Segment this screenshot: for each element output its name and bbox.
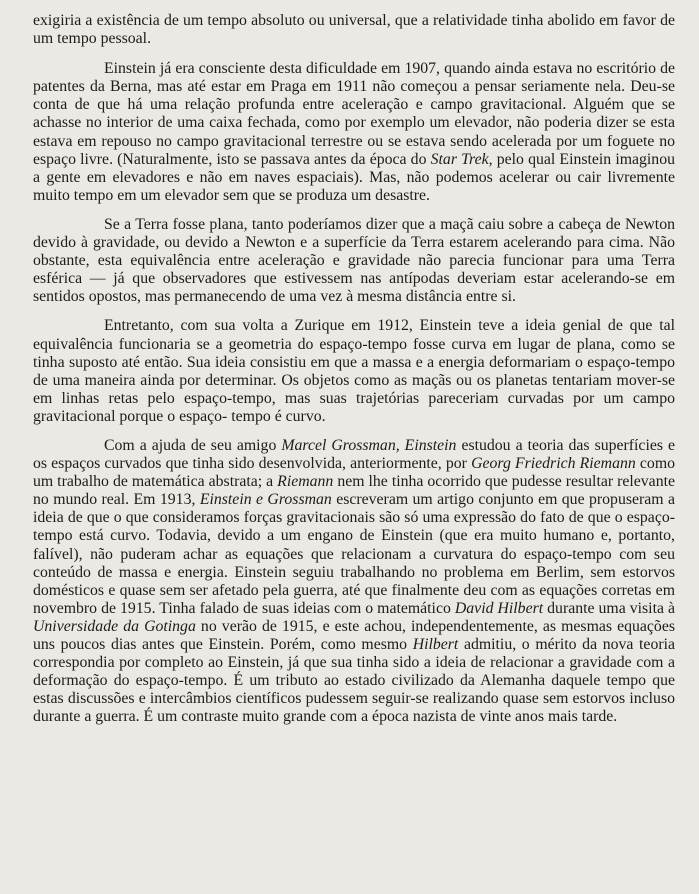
text-run: pelo qual Einstein imaginou a gente em elevadores e não em naves espaciais). Mas, não podemos acelerar ou cair livremente muito tempo em um elevador sem que se produza um desastre. (33, 150, 676, 204)
paragraph-3 (33, 216, 675, 306)
text-body (33, 12, 675, 726)
italic-text: Marcel Grossman, Einstein (281, 436, 457, 454)
italic-text: Star Trek, (430, 150, 493, 168)
italic-text: Universidade da Gotinga (33, 617, 196, 635)
paragraph-5 (33, 437, 675, 727)
text-run: exigiria a existência de um tempo absoluto ou universal, que a relatividade tinha abolido em favor de um tempo pessoal. (33, 12, 675, 48)
text-run: Einstein já era consciente desta dificuldade em 1907, quando ainda estava no escritório de patentes da Berna, mas até estar em Praga em 1911 não começou a pensar seriamente nela. Deu-se conta de que há uma relação profunda entre aceleração e campo gravitacional. Alguém que se achasse no interior de uma caixa fechada, como por exemplo um elevador, não poderia dizer se esta estava em repouso no campo gravitacional terrestre ou se estava sendo acelerada por um foguete no espaço livre. (Naturalmente, isto se passava antes da época do (33, 60, 675, 168)
text-run: durante uma visita à (543, 599, 675, 617)
text-run: escreveram um artigo conjunto em que propuseram a ideia de que o que consideramos forças gravitacionais são só uma expressão do fato de que o espaço-tempo está curvo. Todavia, devido a um engano de Einstein (que era muito humano e, portanto, falível), não puderam achar as equações que relacionam a curvatura do espaço-tempo com seu conteúdo de massa e energia. Einstein seguiu trabalhando no problema em Berlim, sem estorvos domésticos e quase sem ser afetado pela guerra, até que finalmente deu com as equações corretas em novembro de 1915. Tinha falado de suas ideias com o matemático (33, 491, 675, 617)
paragraph-4 (33, 317, 675, 426)
text-run: Entretanto, com sua volta a Zurique em 1912, Einstein teve a ideia genial de que tal equivalência funcionaria se a geometria do espaço-tempo fosse curva em lugar de plana, como se tinha suposto até então. Sua ideia consistiu em que a massa e a energia deformariam o espaço-tempo de uma maneira ainda por determinar. Os objetos como as maçãs ou os planetas tentariam mover-se em linhas retas pelo espaço-tempo, mas suas trajetórias pareceriam curvadas por um campo gravitacional porque o espaço- tempo é curvo. (33, 317, 675, 425)
text-run: Se a Terra fosse plana, tanto poderíamos dizer que a maçã caiu sobre a cabeça de Newton devido à gravidade, ou devido a Newton e a superfície da Terra estarem acelerando para cima. Não obstante, esta equivalência entre aceleração e gravidade não parecia funcionar para uma Terra esférica — já que observadores que estivessem nas antípodas deveriam estar acelerando-se em sentidos opostos, mas permanecendo de uma vez à mesma distância entre si. (33, 215, 675, 306)
italic-text: David Hilbert (454, 599, 544, 617)
italic-text: Riemann (277, 473, 334, 491)
italic-text: Hilbert (412, 636, 459, 653)
text-run: como um trabalho de matemática abstrata; a (33, 455, 675, 491)
text-run: no verão de 1915, e este achou, independentemente, as mesmas equações uns poucos dias antes que Einstein. Porém, como mesmo (33, 617, 675, 653)
paragraph-1 (33, 12, 675, 48)
text-run: Com a ajuda de seu amigo (104, 436, 282, 454)
paragraph-2 (33, 60, 675, 205)
text-run: admitiu, o mérito da nova teoria correspondia por completo ao Einstein, já que sua tinha sido a ideia de relacionar a gravidade com a deformação do espaço-tempo. É um tributo ao estado civilizado da Alemanha daquele tempo que estas discussões e intercâmbios científicos pudessem seguir-se realizando quase sem estorvos incluso durante a guerra. É um contraste muito grande com a época nazista de vinte anos mais tarde. (33, 636, 676, 726)
italic-text: Georg Friedrich Riemann (471, 455, 636, 473)
italic-text: Einstein e Grossman (199, 491, 332, 509)
text-run: nem lhe tinha ocorrido que pudesse resultar relevante no mundo real. Em 1913, (33, 473, 675, 509)
text-run: estudou a teoria das superfícies e os espaços curvados que tinha sido desenvolvida, anteriormente, por (33, 436, 675, 473)
